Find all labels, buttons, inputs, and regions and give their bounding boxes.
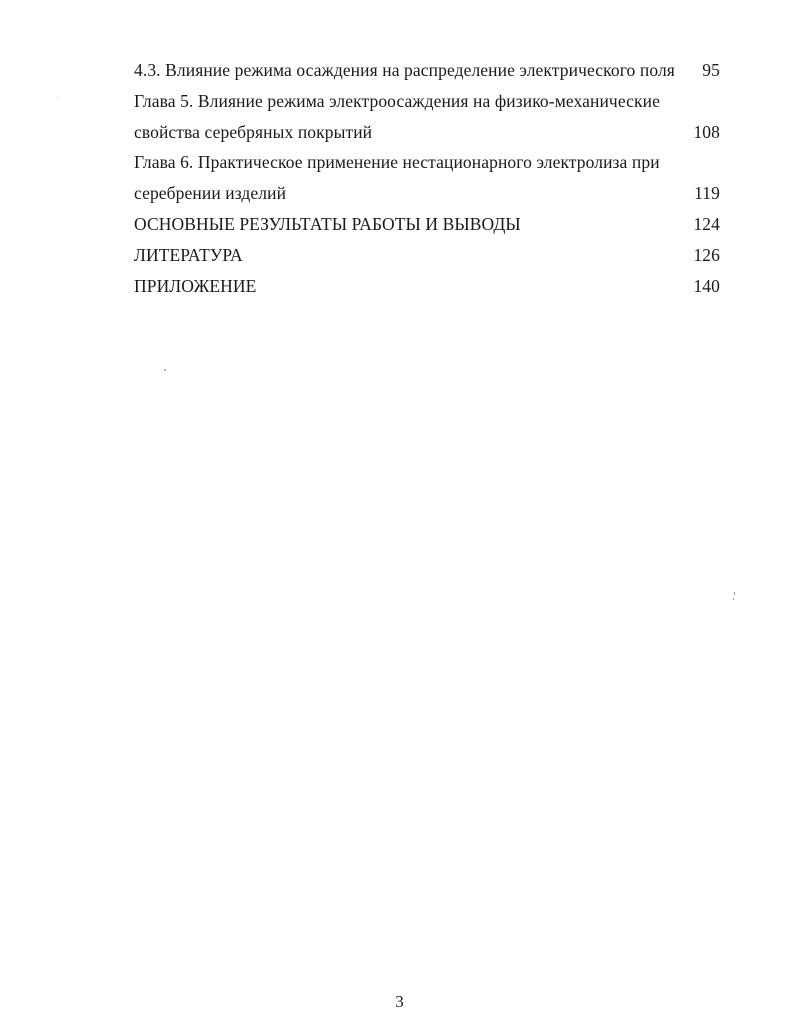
toc-entry-title-continuation: серебрении изделий <box>134 183 287 204</box>
toc-entry-results-and-conclusions <box>134 209 720 240</box>
toc-entry-title-continuation: свойства серебряных покрытий <box>134 121 373 142</box>
toc-entry-page-number: 108 <box>693 121 720 142</box>
toc-entry-literature <box>134 240 720 271</box>
toc-entry-title: Глава 5. Влияние режима электроосаждения на физико-механические <box>134 90 660 111</box>
table-of-contents <box>134 55 720 301</box>
toc-entry-appendix <box>134 271 720 302</box>
toc-entry-page-number: 140 <box>693 275 720 296</box>
toc-entry-page-number: 124 <box>693 213 720 234</box>
toc-entry-page-number: 95 <box>702 60 720 80</box>
toc-entry-page-number: 126 <box>693 244 720 265</box>
toc-entry-section-4-3 <box>134 55 720 86</box>
toc-entry-chapter-5 <box>134 86 720 148</box>
toc-entry-chapter-6 <box>134 147 720 209</box>
toc-entry-title: 4.3. Влияние режима осаждения на распределение электрического поля <box>134 60 675 80</box>
toc-entry-title: Глава 6. Практическое применение нестационарного электролиза при <box>134 152 660 173</box>
toc-entry-title: ПРИЛОЖЕНИЕ <box>134 275 257 296</box>
scan-speck <box>734 592 735 595</box>
toc-entry-title: ЛИТЕРАТУРА <box>134 244 243 265</box>
scan-speck <box>733 598 734 600</box>
page-number: 3 <box>395 992 404 1011</box>
scan-speck <box>164 369 166 371</box>
toc-entry-title: ОСНОВНЫЕ РЕЗУЛЬТАТЫ РАБОТЫ И ВЫВОДЫ <box>134 213 521 234</box>
scan-speck <box>57 97 58 98</box>
toc-entry-page-number: 119 <box>694 183 720 204</box>
